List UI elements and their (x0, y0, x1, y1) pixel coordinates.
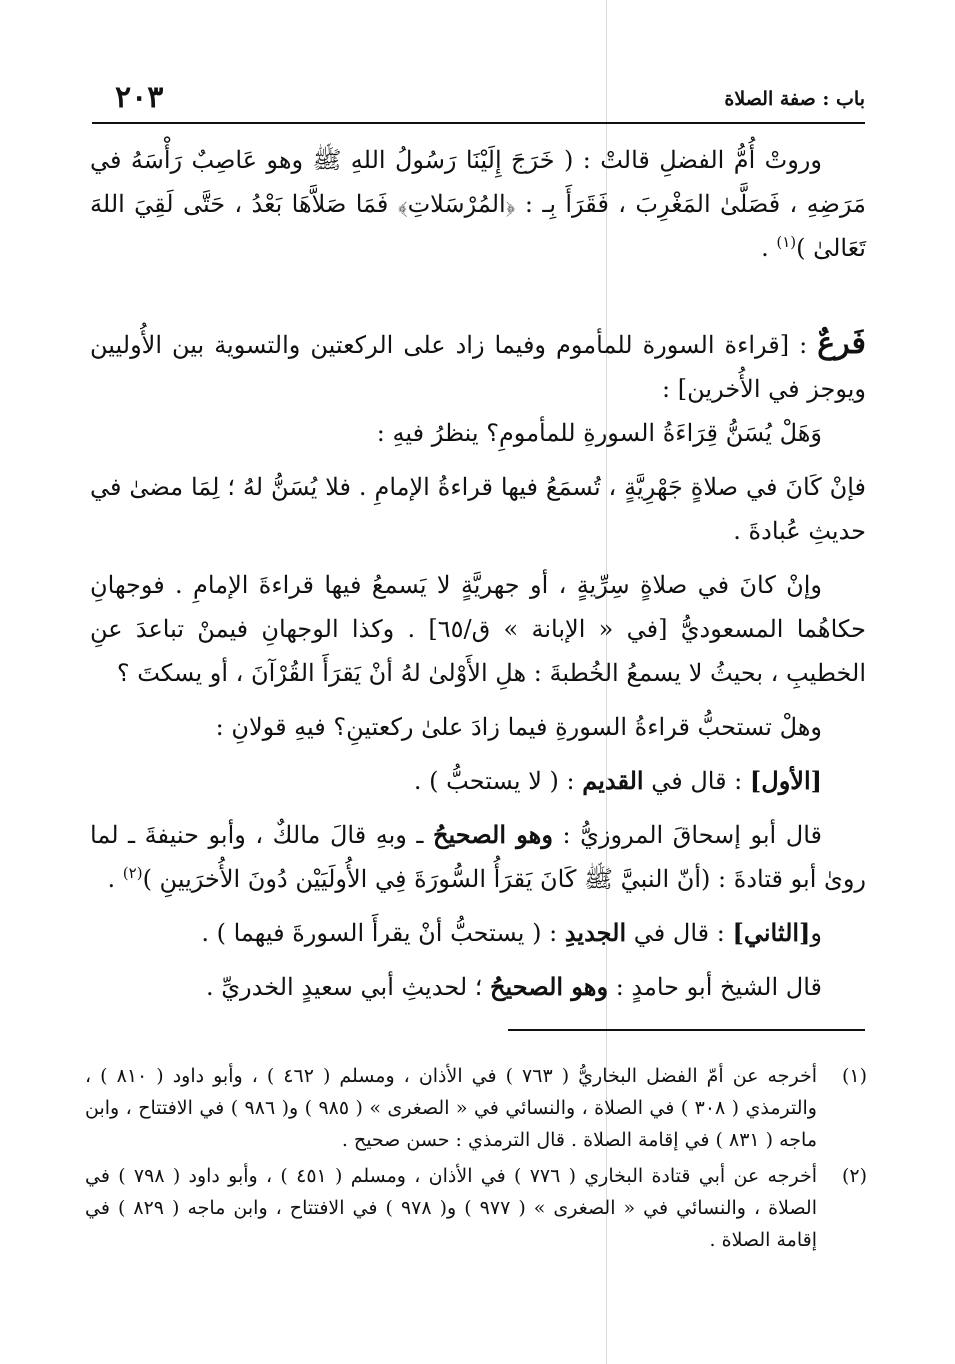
footnote-ref-2: (٢) (122, 864, 143, 882)
far-label: فَرعٌ (817, 326, 866, 361)
paragraph-abu-hamid: قال الشيخ أبو حامدٍ : وهو الصحيحُ ؛ لحديثِ أبي سعيدٍ الخدريِّ . (206, 972, 822, 1001)
paragraph-question: وَهَلْ يُسَنُّ قِرَاءَةُ السورةِ للمأمومِ؟ ينظرُ فيهِ : (376, 419, 822, 447)
paragraph-umm-al-fadl: وروتْ أُمُّ الفضلِ قالتْ : ( خَرَجَ إِلَيْنَا رَسُولُ اللهِ ﷺ وهو عَاصِبٌ رَأْسَهُ في مَرَضِهِ ، فَصَلَّىٰ المَغْرِبَ ، فَقَرَأَ بِـ : ﴿المُرْسَلاتِ﴾ فَمَا صَلاَّهَا بَعْدُ ، حَتَّى لَقِيَ اللهَ تَعَالىٰ )$^{(١)}$ . (90, 146, 866, 262)
chapter-title: باب : صفة الصلاة (724, 88, 865, 110)
page-header (95, 78, 865, 118)
footnote-2 (85, 1160, 867, 1256)
header-rule (92, 122, 865, 124)
paragraph-jahriyya: فإنْ كَانَ في صلاةٍ جَهْرِيَّةٍ ، تُسمَعُ فيها قراءةُ الإمامِ . فلا يُسَنُّ لهُ ؛ لِمَا مضىٰ في حديثِ عُبادةَ . (90, 473, 866, 545)
footnote-number: (١) (841, 1065, 867, 1087)
footnote-text: أخرجه عن أمّ الفضل البخاريُّ ( ٧٦٣ ) في الأذان ، ومسلم ( ٤٦٢ ) ، وأبو داود ( ٨١٠ ) ، والترمذي ( ٣٠٨ ) في الصلاة ، والنسائي في « الصغرى » ( ٩٨٥ ) و( ٩٨٦ ) في الافتتاح ، وابن ماجه ( ٨٣١ ) في إقامة الصلاة . قال الترمذي : حسن صحيح . (85, 1065, 817, 1151)
footnote-number: (٢) (841, 1165, 867, 1187)
section-heading-far: فَرعٌ : [قراءة السورة للمأموم وفيما زاد على الركعتين والتسوية بين الأُوليين ويوجز في الأُخرين] : (90, 326, 866, 403)
footnotes (85, 1060, 867, 1260)
main-text (90, 138, 866, 1009)
paragraph-two-opinions: وهلْ تستحبُّ قراءةُ السورةِ فيما زادَ علىٰ ركعتينِ؟ فيهِ قولانِ : (215, 713, 822, 741)
footnote-rule (508, 1029, 865, 1031)
footnote-1 (85, 1060, 867, 1156)
paragraph-abu-ishaq: قال أبو إسحاقَ المروزيُّ : وهو الصحيحُ ـ وبهِ قالَ مالكٌ ، وأبو حنيفةَ ـ لما روىٰ أبو قتادةَ : (أنّ النبيَّ ﷺ كَانَ يَقرَأُ السُّورَةَ فِي الأُولَيَيْن دُونَ الأُخرَيينِ )$^{(٢)}$ . (90, 820, 866, 893)
paragraph-second-opinion: و[الثاني] : قال في الجديدِ : ( يستحبُّ أنْ يقرأَ السورةَ فيهما ) . (201, 918, 822, 947)
paragraph-first-opinion: [الأول] : قال في القديم : ( لا يستحبُّ ) . (413, 766, 822, 795)
footnote-ref-1: (١) (776, 233, 797, 251)
footnote-text: أخرجه عن أبي قتادة البخاري ( ٧٧٦ ) في الأذان ، ومسلم ( ٤٥١ ) ، وأبو داود ( ٧٩٨ ) في الصلاة ، والنسائي في « الصغرى » ( ٩٧٧ ) و( ٩٧٨ ) في الافتتاح ، وابن ماجه ( ٨٢٩ ) في إقامة الصلاة . (85, 1165, 817, 1251)
paragraph-sirriyya: وإنْ كانَ في صلاةٍ سِرِّيةٍ ، أو جهريَّةٍ لا يَسمعُ فيها قراءةَ الإمامِ . فوجهانِ حكاهُما المسعوديُّ [في « الإبانة » ق/٦٥] . وكذا الوجهانِ فيمنْ تباعدَ عنِ الخطيبِ ، بحيثُ لا يسمعُ الخُطبةَ : هلِ الأَوْلىٰ لهُ أنْ يَقرَأَ القُرْآنَ ، أو يسكتَ ؟ (90, 571, 866, 687)
page-number: ٢٠٣ (115, 80, 164, 115)
